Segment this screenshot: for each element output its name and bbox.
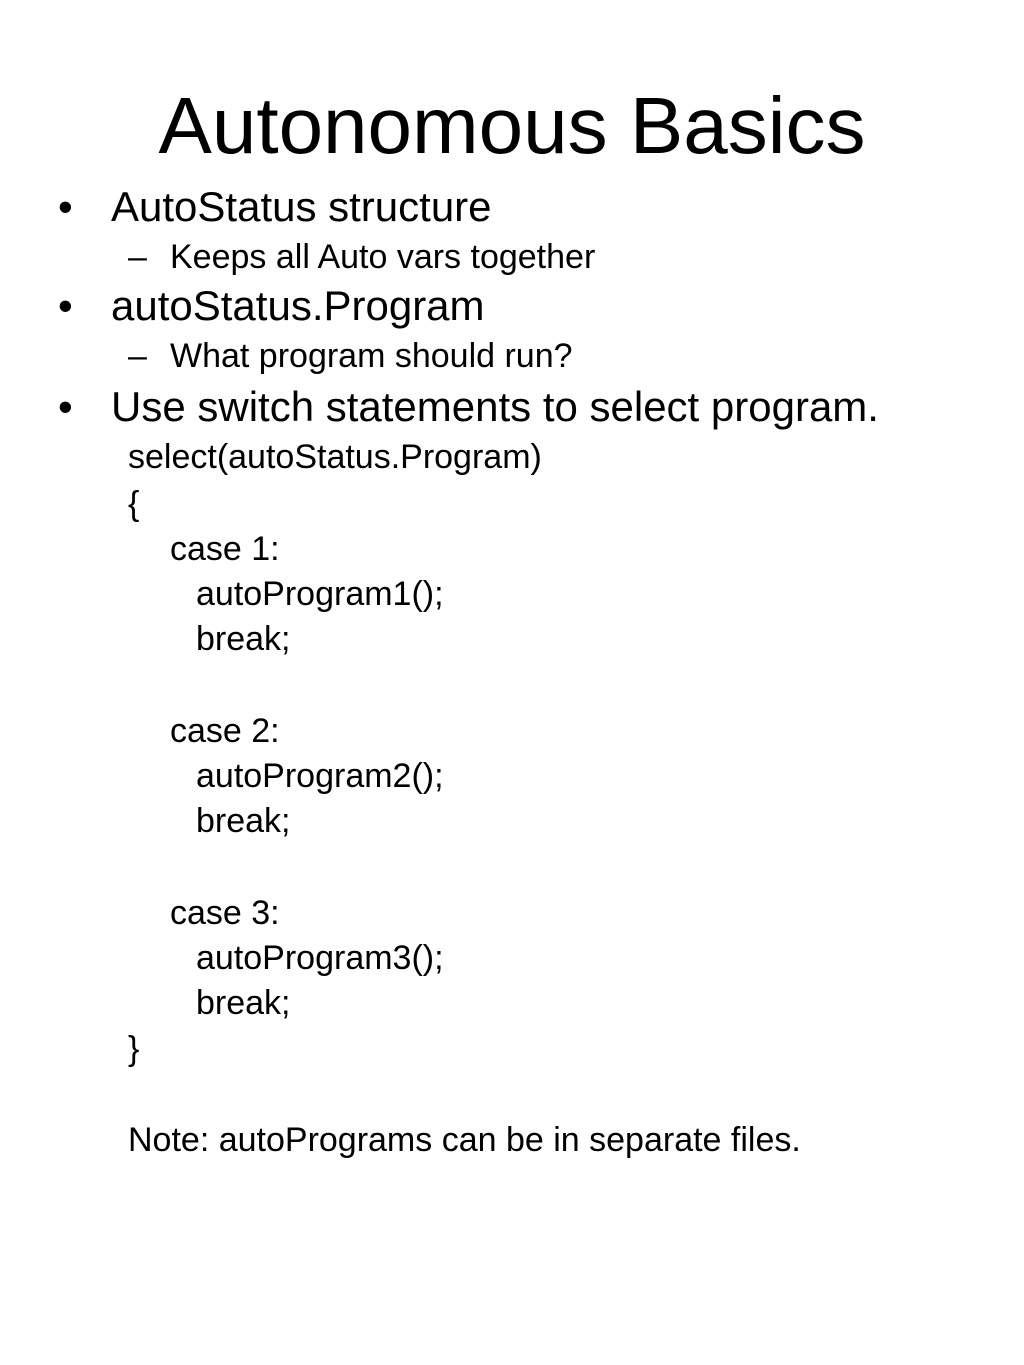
code-line: autoProgram2(); (196, 757, 444, 795)
bullet-use-switch: Use switch statements to select program. (111, 383, 879, 430)
slide-title: Autonomous Basics (158, 81, 866, 170)
code-line: } (128, 1030, 140, 1068)
sub-bullet-keeps-vars: Keeps all Auto vars together (170, 238, 596, 276)
code-line: break; (196, 620, 291, 658)
code-line: break; (196, 802, 291, 840)
code-line: case 2: (170, 712, 280, 750)
sub-bullet-what-program: What program should run? (170, 337, 573, 375)
code-line: autoProgram1(); (196, 575, 444, 613)
bullet-marker: • (58, 183, 73, 230)
code-line: { (128, 485, 140, 523)
bullet-autostatus-program: autoStatus.Program (111, 282, 485, 329)
sub-bullet-marker: – (128, 337, 147, 375)
note-text: Note: autoPrograms can be in separate files. (128, 1121, 801, 1159)
code-line: break; (196, 984, 291, 1022)
bullet-marker: • (58, 383, 73, 430)
code-line: case 3: (170, 894, 280, 932)
bullet-marker: • (58, 282, 73, 329)
sub-bullet-marker: – (128, 238, 147, 276)
code-line: select(autoStatus.Program) (128, 438, 542, 476)
bullet-autostatus-structure: AutoStatus structure (111, 183, 492, 230)
code-line: autoProgram3(); (196, 939, 444, 977)
code-line: case 1: (170, 530, 280, 568)
